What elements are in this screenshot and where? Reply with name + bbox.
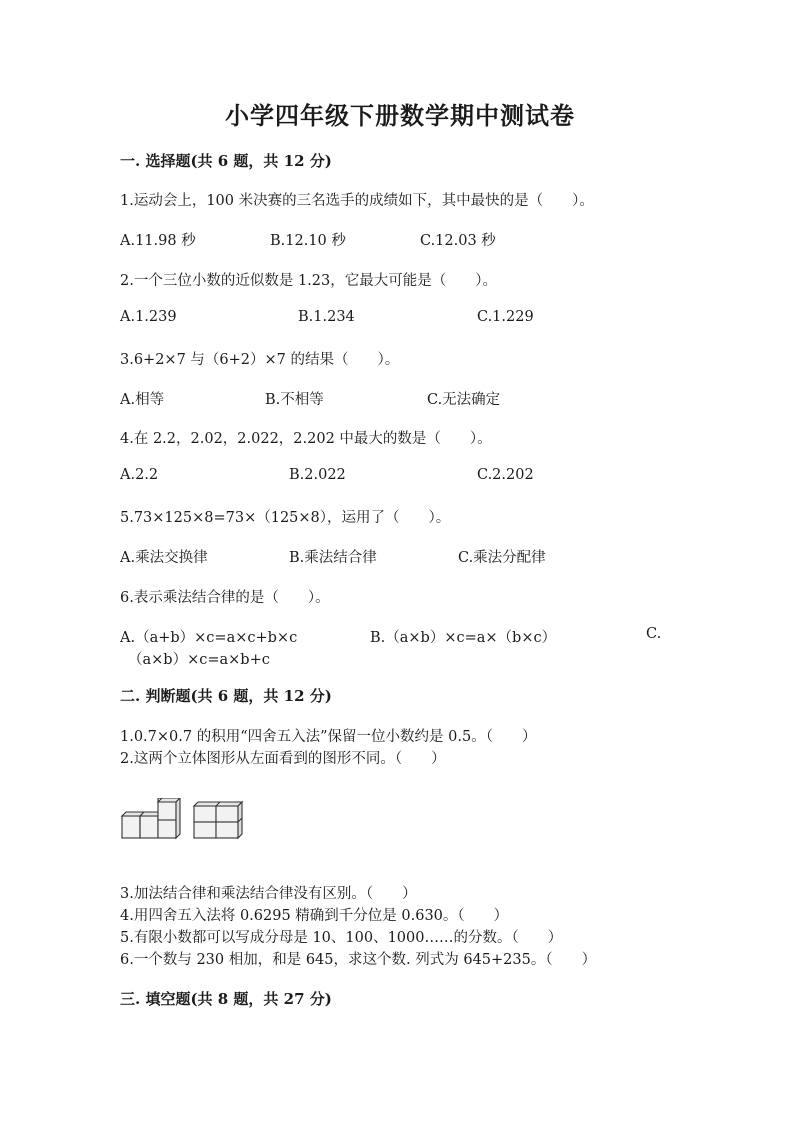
option-b[interactable]: B.不相等	[265, 392, 324, 408]
question-3: 3.6+2×7 与（6+2）×7 的结果（ ）。	[120, 352, 400, 368]
option-a[interactable]: A.相等	[120, 392, 165, 408]
cube-figures-svg	[120, 798, 245, 844]
right-cube-figure	[194, 802, 242, 838]
option-b[interactable]: B.12.10 秒	[270, 233, 346, 249]
judgement-6: 6.一个数与 230 相加，和是 645，求这个数. 列式为 645+235。（ ）	[120, 952, 597, 968]
question-1: 1.运动会上，100 米决赛的三名选手的成绩如下，其中最快的是（ ）。	[120, 193, 594, 209]
option-a[interactable]: A.（a+b）×c=a×c+b×c	[120, 630, 298, 646]
option-c[interactable]: C.1.229	[477, 309, 534, 325]
section-heading-fill: 三. 填空题(共 8 题，共 27 分)	[120, 990, 332, 1008]
option-c[interactable]: C.无法确定	[427, 392, 501, 408]
page-title: 小学四年级下册数学期中测试卷	[225, 101, 575, 130]
judgement-1: 1.0.7×0.7 的积用“四舍五入法”保留一位小数约是 0.5。（ ）	[120, 729, 537, 745]
option-b[interactable]: B.（a×b）×c=a×（b×c）	[370, 630, 557, 646]
option-c[interactable]: C.	[646, 626, 662, 642]
judgement-4: 4.用四舍五入法将 0.6295 精确到千分位是 0.630。（ ）	[120, 908, 509, 924]
option-b[interactable]: B.乘法结合律	[289, 550, 377, 566]
cube-figures	[120, 798, 245, 844]
option-c-text: （a×b）×c=a×b+c	[128, 652, 270, 668]
option-c[interactable]: C.12.03 秒	[420, 233, 496, 249]
option-b[interactable]: B.2.022	[289, 467, 346, 483]
option-a[interactable]: A.11.98 秒	[120, 233, 196, 249]
question-5: 5.73×125×8=73×（125×8），运用了（ ）。	[120, 510, 451, 526]
judgement-3: 3.加法结合律和乘法结合律没有区别。（ ）	[120, 886, 417, 902]
judgement-5: 5.有限小数都可以写成分母是 10、100、1000……的分数。（ ）	[120, 930, 563, 946]
option-c[interactable]: C.2.202	[477, 467, 534, 483]
section-heading-judgement: 二. 判断题(共 6 题，共 12 分)	[120, 687, 332, 705]
question-4: 4.在 2.2，2.02，2.022，2.202 中最大的数是（ ）。	[120, 431, 492, 447]
question-2: 2.一个三位小数的近似数是 1.23，它最大可能是（ ）。	[120, 273, 497, 289]
option-b[interactable]: B.1.234	[298, 309, 355, 325]
question-6: 6.表示乘法结合律的是（ ）。	[120, 590, 330, 606]
option-a[interactable]: A.2.2	[120, 467, 159, 483]
option-a[interactable]: A.乘法交换律	[120, 550, 208, 566]
section-heading-choice: 一. 选择题(共 6 题，共 12 分)	[120, 152, 332, 170]
judgement-2: 2.这两个立体图形从左面看到的图形不同。（ ）	[120, 751, 446, 767]
left-cube-figure	[122, 798, 180, 838]
option-c[interactable]: C.乘法分配律	[458, 550, 546, 566]
option-a[interactable]: A.1.239	[120, 309, 177, 325]
